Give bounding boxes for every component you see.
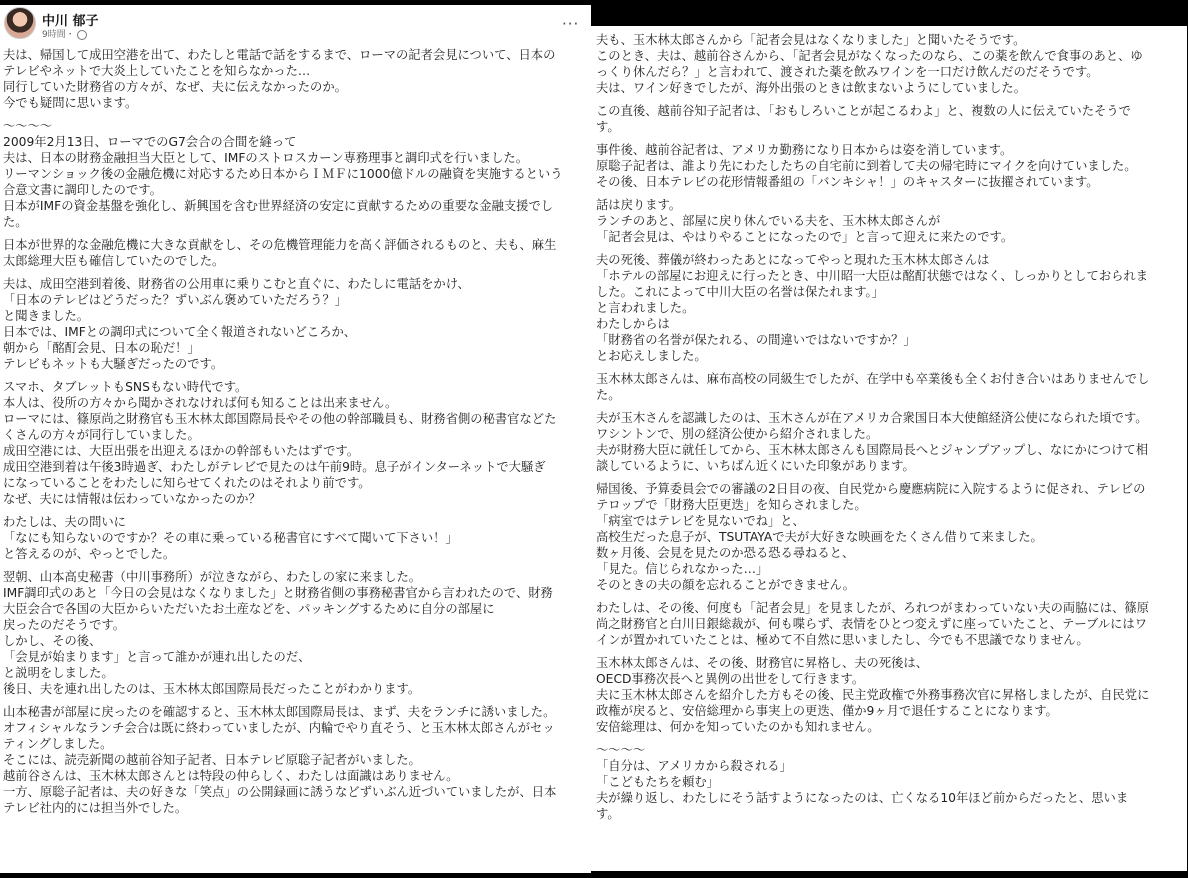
text-line: 「日本のテレビはどうだった？ずいぶん褒めていただろう？」 [3, 293, 348, 307]
text-line: 「財務省の名誉が保たれる、の間違いではないですか？」 [596, 333, 916, 347]
text-line: 日本がIMFの資金基盤を強化し、新興国を含む世界経済の安定に貢献するための重要な金融支援でし [3, 199, 554, 213]
paragraph-gap [3, 507, 589, 514]
text-line: 尚之財務官と白川日銀総裁が、何も喋らず、表情をひとつ変えずに座っていたこと、テーブルにはワ [596, 617, 1148, 631]
text-line: 山本秘書が部屋に戻ったのを確認すると、玉木林太郎国際局長は、まず、夫をランチに誘いました。 [3, 705, 556, 719]
post-left-column [0, 5, 591, 873]
text-line: 談しているように、いちばん近くにいた印象があります。 [596, 459, 915, 473]
text-line: このとき、夫は、越前谷さんから、「記者会見がなくなったのなら、この薬を飲んで食事のあと、ゆ [596, 49, 1143, 63]
text-line: 「なにも知らないのですか？その車に乗っている秘書官にすべて聞いて下さい！」 [3, 531, 458, 545]
text-line: す。 [596, 120, 620, 134]
paragraph-gap [596, 135, 1185, 142]
text-line: 2009年2月13日、ローマでのG7会合の合間を縫って [3, 135, 297, 149]
text-line: OECD事務次長へと異例の出世をして行きます。 [596, 672, 865, 686]
text-line: わたしからは [596, 317, 670, 331]
text-line: と言われました。 [596, 301, 695, 315]
text-line: 日本が世界的な金融危機に大きな貢献をし、その危機管理能力を高く評価されるものと、夫も、麻生 [3, 238, 557, 252]
paragraph-gap [596, 648, 1185, 655]
text-line: 夫も、玉木林太郎さんから「記者会見はなくなりました」と聞いたそうです。 [596, 33, 1026, 47]
text-line: 夫は、帰国して成田空港を出て、わたしと電話で話をするまで、ローマの記者会見について、日本の [3, 48, 556, 62]
post-right-column [591, 26, 1187, 871]
text-line: オフィシャルなランチ会合は既に終わっていましたが、内輪でやり直そう、と玉木林太郎さんがセッ [3, 721, 555, 735]
post-body-right [596, 32, 1185, 822]
text-line: した。これによって中川大臣の名誉は保たれます。」 [596, 285, 884, 299]
paragraph-gap [596, 364, 1185, 371]
text-line: 太郎総理大臣も確信していたのでした。 [3, 254, 225, 268]
paragraph [596, 742, 1185, 822]
text-line: テレビもネットも大騒ぎだったのです。 [3, 357, 224, 371]
paragraph-gap [3, 372, 589, 379]
text-line: 夫が財務大臣に就任してから、玉木林太郎さんも国際局長へとジャンプアップし、なにかにつけて相 [596, 443, 1149, 457]
text-line: た。 [3, 215, 28, 229]
paragraph-gap [596, 96, 1185, 103]
text-line: 玉木林太郎さんは、麻布高校の同級生でしたが、在学中も卒業後も全くお付き合いはありませんでし [596, 372, 1150, 386]
paragraph [596, 410, 1185, 474]
text-line: テレビやネットで大炎上していたことを知らなかった… [3, 64, 311, 78]
globe-icon [77, 30, 87, 40]
text-line: テレビ社内的には担当外でした。 [3, 801, 188, 815]
text-line: しかし、その後、 [3, 634, 102, 648]
text-line: 一方、原聡子記者は、夫の好きな「笑点」の公開録画に誘うなどずいぶん近づいていましたが、日本 [3, 785, 557, 799]
paragraph [3, 704, 589, 816]
text-line: 高校生だった息子が、TSUTAYAで夫が大好きな映画をたくさん借りて来ました。 [596, 530, 1043, 544]
text-line: リーマンショック後の金融危機に対応するため日本からＩＭＦに1000億ドルの融資を実施するという [3, 167, 563, 181]
post-timestamp[interactable] [42, 27, 87, 40]
text-line: そこには、読売新聞の越前谷知子記者、日本テレビ原聡子記者がいました。 [3, 753, 421, 767]
text-line: 帰国後、予算委員会での審議の2日目の夜、自民党から慶應病院に入院するように促され、テレビの [596, 482, 1146, 496]
avatar[interactable] [4, 7, 36, 39]
paragraph-gap [596, 593, 1185, 600]
paragraph-gap [3, 230, 589, 237]
text-line: と答えるのが、やっとでした。 [3, 547, 176, 561]
text-line: 戻ったのだそうです。 [3, 618, 125, 632]
paragraph [596, 252, 1185, 364]
text-line: 成田空港には、大臣出張を出迎えるほかの幹部もいたはずです。 [3, 444, 359, 458]
text-line: 夫に玉木林太郎さんを紹介した方もその後、民主党政権で外務事務次官に昇格しましたが、自民党に [596, 688, 1150, 702]
text-line: 夫が玉木さんを認識したのは、玉木さんが在アメリカ合衆国日本大使館経済公使になられた頃です。 [596, 411, 1148, 425]
text-line: その後、日本テレビの花形情報番組の「バンキシャ！」のキャスターに抜擢されています。 [596, 175, 1099, 189]
text-line: IMF調印式のあと「今日の会見はなくなりました」と財務省側の事務秘書官から言われたので、財務 [3, 586, 553, 600]
text-line: と説明をしました。 [3, 666, 114, 680]
text-line: 夫は、ワイン好きでしたが、海外出張のときは飲まないようにしていました。 [596, 81, 1027, 95]
text-line: 越前谷さんは、玉木林太郎さんとは特段の仲らしく、わたしは面識はありません。 [3, 769, 459, 783]
text-line: 安倍総理は、何かを知っていたのかも知れません。 [596, 720, 880, 734]
text-line: と聞きました。 [3, 309, 90, 323]
text-line: わたしは、その後、何度も「記者会見」を見ましたが、ろれつがまわっていない夫の両脇には、篠原 [596, 601, 1149, 615]
text-line: 夫の死後、葬儀が終わったあとになってやっと現れた玉木林太郎さんは [596, 253, 990, 267]
paragraph [3, 379, 589, 507]
text-line: 数ヶ月後、会見を見たのか恐る恐る尋ねると、 [596, 546, 855, 560]
text-line: 「会見が始まります」と言って誰かが連れ出したのだ、 [3, 650, 311, 664]
author-name[interactable]: 中川 郁子 [42, 14, 99, 29]
paragraph-gap [3, 697, 589, 704]
paragraph-gap [596, 474, 1185, 481]
timestamp-text: 9時間・ [42, 30, 75, 40]
text-line: 合意文書に調印したのです。 [3, 183, 162, 197]
text-line: 同行していた財務省の方々が、なぜ、夫に伝えなかったのか。 [3, 80, 347, 94]
paragraph [3, 118, 589, 230]
text-line: なぜ、夫には情報は伝わっていなかったのか？ [3, 492, 261, 506]
text-line: 原聡子記者は、誰より先にわたしたちの自宅前に到着して夫の帰宅時にマイクを向けていました。 [596, 159, 1137, 173]
paragraph [3, 237, 589, 269]
paragraph [596, 32, 1185, 96]
text-line: 〜〜〜〜 [3, 119, 53, 133]
post-body-left [3, 47, 589, 816]
text-line: 日本では、IMFとの調印式について全く報道されないどころか、 [3, 325, 357, 339]
text-line: た。 [596, 388, 621, 402]
paragraph [3, 276, 589, 372]
text-line: 朝から「酩酊会見、日本の恥だ！」 [3, 341, 200, 355]
text-line: 夫が繰り返し、わたしにそう話すようになったのは、亡くなる10年ほど前からだったと、思いま [596, 791, 1129, 805]
text-line: 〜〜〜〜 [596, 743, 646, 757]
text-line: 「ホテルの部屋にお迎えに行ったとき、中川昭一大臣は酩酊状態ではなく、しっかりとしておられま [596, 269, 1149, 283]
paragraph-gap [3, 562, 589, 569]
text-line: 成田空港到着は午後3時過ぎ、わたしがテレビで見たのは午前9時。息子がインターネットで大騒ぎ [3, 460, 546, 474]
text-line: 今でも疑問に思います。 [3, 96, 138, 110]
text-line: インが置かれていたことは、極めて不自然に思いましたし、今でも不思議でなりません。 [596, 633, 1089, 647]
text-line: 「見た。信じられなかった…」 [596, 562, 769, 576]
paragraph [596, 481, 1185, 593]
paragraph-gap [3, 111, 589, 118]
more-options-icon[interactable]: ··· [562, 15, 580, 33]
text-line: スマホ、タブレットもSNSもない時代です。 [3, 380, 248, 394]
text-line: この直後、越前谷知子記者は、「おもしろいことが起こるわよ」と、複数の人に伝えていたそうで [596, 104, 1131, 118]
paragraph [596, 371, 1185, 403]
text-line: ワシントンで、別の経済公使から紹介されました。 [596, 427, 879, 441]
paragraph-gap [596, 245, 1185, 252]
text-line: 「記者会見は、やはりやることになったので」と言って迎えに来たのです。 [596, 230, 1014, 244]
text-line: になっていることをわたしに知らせてくれたのはそれより前です。 [3, 476, 371, 490]
text-line: 「こどもたちを頼む」 [596, 775, 719, 789]
text-line: っくり休んだら？」と言われて、渡された薬を飲みワインを一口だけ飲んだのだそうです。 [596, 65, 1099, 79]
text-line: 事件後、越前谷記者は、アメリカ勤務になり日本からは姿を消しています。 [596, 143, 1013, 157]
paragraph [596, 197, 1185, 245]
paragraph [596, 103, 1185, 135]
text-line: 後日、夫を連れ出したのは、玉木林太郎国際局長だったことがわかります。 [3, 682, 421, 696]
paragraph [596, 655, 1185, 735]
text-line: くさんの方々が同行していました。 [3, 428, 200, 442]
post-header [0, 5, 591, 43]
text-line: 夫は、成田空港到着後、財務省の公用車に乗りこむと直ぐに、わたしに電話をかけ、 [3, 277, 470, 291]
paragraph [3, 514, 589, 562]
text-line: ローマには、篠原尚之財務官も玉木林太郎国際局長やその他の幹部職員も、財務省側の秘書官などた [3, 412, 557, 426]
text-line: 翌朝、山本高史秘書（中川事務所）が泣きながら、わたしの家に来ました。 [3, 570, 422, 584]
paragraph [596, 600, 1185, 648]
text-line: わたしは、夫の問いに [3, 515, 126, 529]
text-line: ランチのあと、部屋に戻り休んでいる夫を、玉木林太郎さんが [596, 214, 941, 228]
paragraph-gap [596, 190, 1185, 197]
text-line: ティングしました。 [3, 737, 113, 751]
text-line: 玉木林太郎さんは、その後、財務官に昇格し、夫の死後は、 [596, 656, 929, 670]
text-line: す。 [596, 807, 620, 821]
text-line: 話は戻ります。 [596, 198, 682, 212]
text-line: とお応えしました。 [596, 349, 707, 363]
text-line: 大臣会合で各国の大臣からいただいたお土産などを、パッキングするために自分の部屋に [3, 602, 495, 616]
paragraph-gap [596, 403, 1185, 410]
text-line: 本人は、役所の方々から聞かされなければ何も知ることは出来ません。 [3, 396, 398, 410]
text-line: テロップで「財務大臣更迭」を知らされました。 [596, 498, 867, 512]
paragraph-gap [596, 735, 1185, 742]
text-line: 「自分は、アメリカから殺される」 [596, 759, 792, 773]
paragraph [3, 569, 589, 697]
text-line: 政権が戻ると、安倍総理から事実上の更迭、僅か9ヶ月で退任することになります。 [596, 704, 1058, 718]
text-line: 夫は、日本の財務金融担当大臣として、IMFのストロスカーン専務理事と調印式を行いました。 [3, 151, 528, 165]
paragraph [596, 142, 1185, 190]
paragraph-gap [3, 269, 589, 276]
text-line: 「病室ではテレビを見ないでね」と、 [596, 514, 805, 528]
paragraph [3, 47, 589, 111]
text-line: そのときの夫の顔を忘れることができません。 [596, 578, 855, 592]
